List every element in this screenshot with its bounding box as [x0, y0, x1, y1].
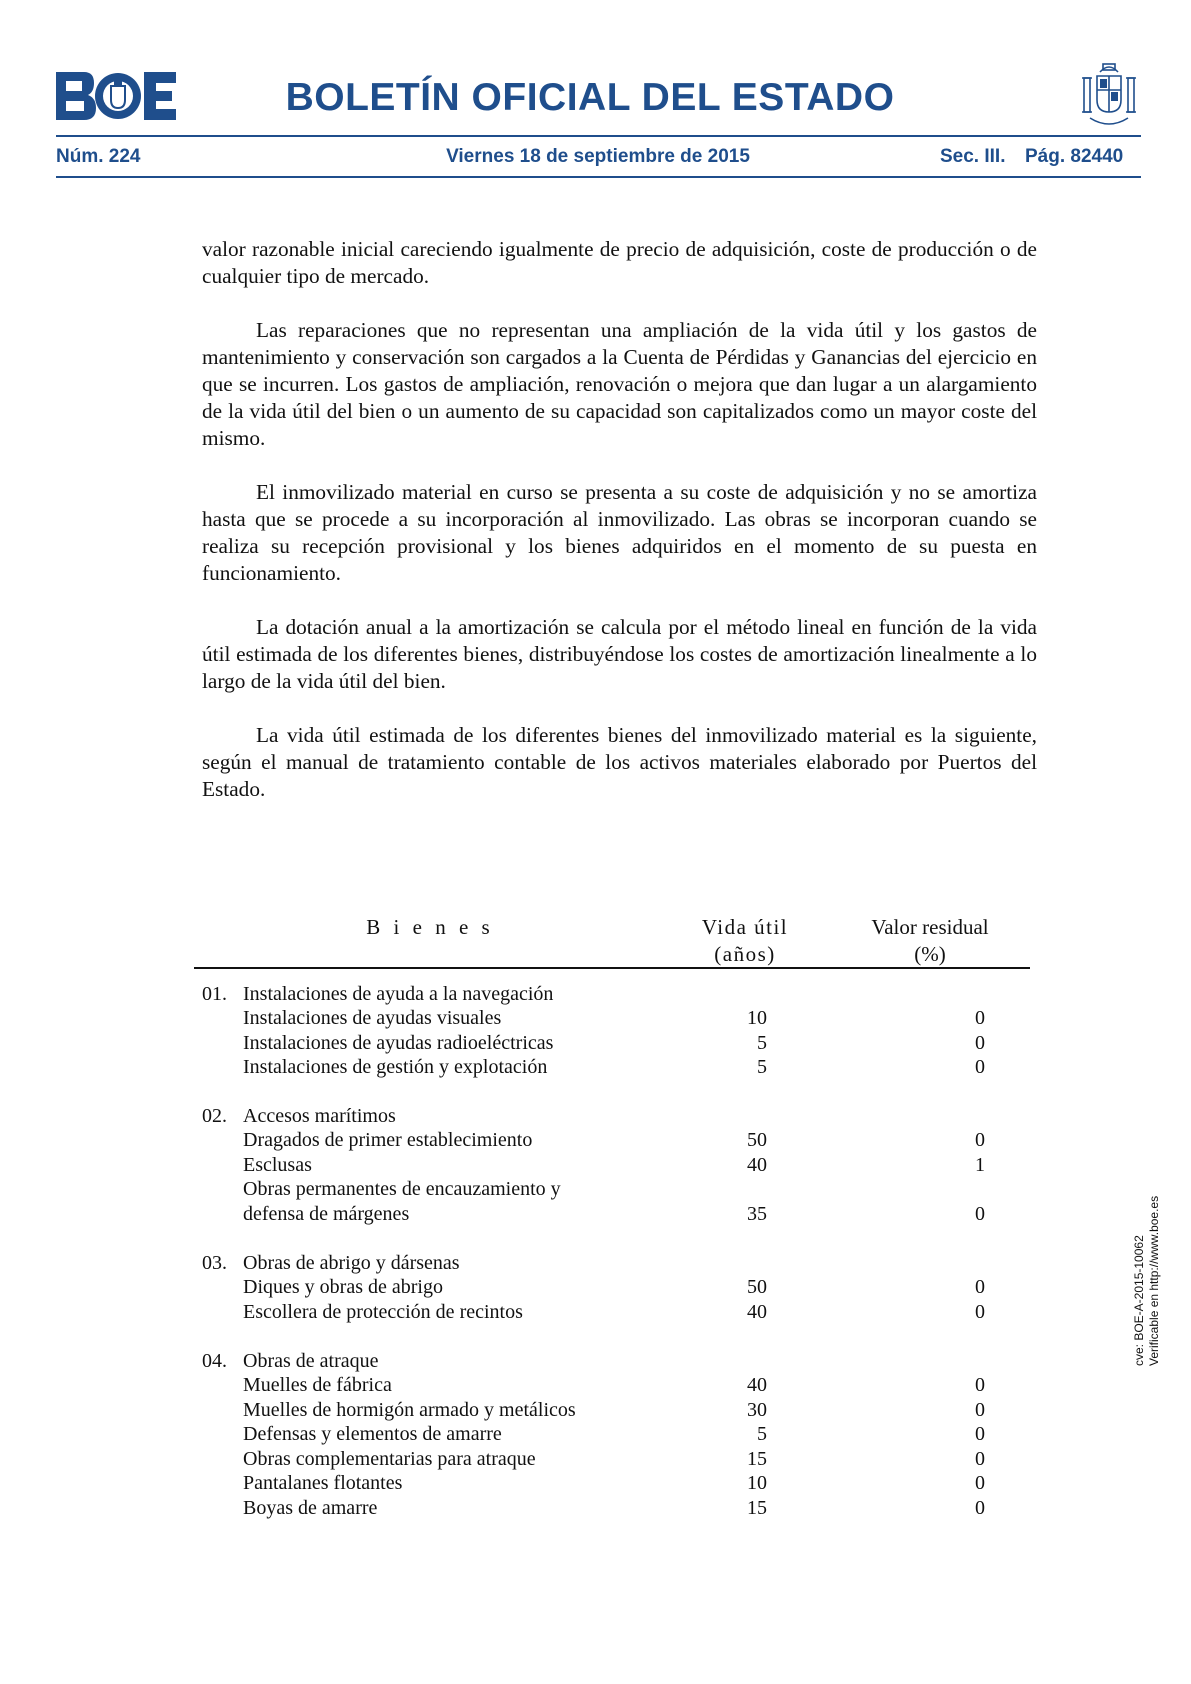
item-name: defensa de márgenes — [243, 1203, 410, 1225]
residual-value: 0 — [975, 1472, 985, 1494]
item-name: Obras de atraque — [243, 1350, 379, 1372]
issue-date: Viernes 18 de septiembre de 2015 — [446, 146, 750, 167]
residual-value: 0 — [975, 1497, 985, 1519]
item-name: Obras permanentes de encauzamiento y — [243, 1178, 561, 1200]
useful-life: 10 — [747, 1007, 767, 1029]
table-row — [0, 1398, 1191, 1423]
header-rule-bottom — [56, 176, 1141, 178]
item-name: Instalaciones de gestión y explotación — [243, 1056, 548, 1078]
item-name: Boyas de amarre — [243, 1497, 378, 1519]
table-row — [0, 1496, 1191, 1521]
item-name: Defensas y elementos de amarre — [243, 1423, 502, 1445]
item-name: Diques y obras de abrigo — [243, 1276, 443, 1298]
residual-value: 0 — [975, 1423, 985, 1445]
group-number: 01. — [202, 983, 227, 1005]
item-name: Escollera de protección de recintos — [243, 1301, 523, 1323]
residual-value: 0 — [975, 1129, 985, 1151]
item-name: Esclusas — [243, 1154, 312, 1176]
paragraph: valor razonable inicial careciendo igualmente de precio de adquisición, coste de producción o de cualquier tipo de mercado. — [202, 237, 1037, 288]
item-name: Muelles de fábrica — [243, 1374, 392, 1396]
useful-life: 15 — [747, 1497, 767, 1519]
useful-life: 40 — [747, 1374, 767, 1396]
residual-value: 0 — [975, 1032, 985, 1054]
table-row — [0, 1031, 1191, 1056]
item-name: Instalaciones de ayudas radioeléctricas — [243, 1032, 554, 1054]
column-header-vida-util: Vida útil (años) — [701, 915, 789, 966]
useful-life: 5 — [757, 1423, 767, 1445]
paragraph: La vida útil estimada de los diferentes bienes del inmovilizado material es la siguiente, según el manual de tratamiento contable de los activos materiales elaborado por Puertos del Estado. — [202, 723, 1037, 801]
useful-life: 50 — [747, 1276, 767, 1298]
residual-value: 0 — [975, 1007, 985, 1029]
useful-life: 30 — [747, 1399, 767, 1421]
item-name: Instalaciones de ayuda a la navegación — [243, 983, 554, 1005]
item-name: Obras complementarias para atraque — [243, 1448, 536, 1470]
useful-life: 40 — [747, 1154, 767, 1176]
useful-life: 10 — [747, 1472, 767, 1494]
item-name: Obras de abrigo y dársenas — [243, 1252, 460, 1274]
useful-life: 5 — [757, 1032, 767, 1054]
paragraph: Las reparaciones que no representan una ampliación de la vida útil y los gastos de mantenimiento y conservación son cargados a la Cuenta de Pérdidas y Ganancias del ejercicio en que se incurren. Los gastos de ampliación, renovación o mejora que dan lugar a un alargamiento de la vida útil del bien o un aumento de su capacidad son capitalizados como un mayor coste del mismo. — [202, 318, 1037, 450]
issue-number: Núm. 224 — [56, 146, 141, 167]
item-name: Pantalanes flotantes — [243, 1472, 403, 1494]
table-row — [0, 1422, 1191, 1447]
useful-life: 40 — [747, 1301, 767, 1323]
paragraph: La dotación anual a la amortización se calcula por el método lineal en función de la vida útil estimada de los diferentes bienes, distribuyéndose los costes de amortización linealmente a lo largo de la vida útil del bien. — [202, 615, 1037, 693]
table-row — [0, 1471, 1191, 1496]
group-number: 03. — [202, 1252, 227, 1274]
residual-value: 0 — [975, 1203, 985, 1225]
useful-life: 50 — [747, 1129, 767, 1151]
residual-value: 0 — [975, 1374, 985, 1396]
item-name: Dragados de primer establecimiento — [243, 1129, 533, 1151]
residual-value: 0 — [975, 1301, 985, 1323]
residual-value: 1 — [975, 1154, 985, 1176]
table-row — [0, 1128, 1191, 1153]
residual-value: 0 — [975, 1276, 985, 1298]
residual-value: 0 — [975, 1056, 985, 1078]
useful-life: 5 — [757, 1056, 767, 1078]
paragraph: El inmovilizado material en curso se presenta a su coste de adquisición y no se amortiza hasta que se procede a su incorporación al inmovilizado. Las obras se incorporan cuando se realiza su recepción provisional y los bienes adquiridos en el momento de su puesta en funcionamiento. — [202, 480, 1037, 585]
table-row — [0, 1104, 1191, 1129]
group-number: 02. — [202, 1105, 227, 1127]
table-row — [0, 1349, 1191, 1374]
table-row — [0, 1153, 1191, 1178]
header-rule-top — [56, 135, 1141, 137]
useful-life: 35 — [747, 1203, 767, 1225]
cve-code: cve: BOE-A-2015-10062 — [1132, 1235, 1146, 1366]
column-header-bienes: B i e n e s — [366, 915, 494, 939]
page-number: Pág. 82440 — [1025, 146, 1124, 167]
table-row — [0, 1177, 1191, 1202]
table-row — [0, 1251, 1191, 1276]
verification-link[interactable]: Verificable en http://www.boe.es — [1147, 1195, 1161, 1366]
side-verification-note — [1132, 1166, 1162, 1366]
residual-value: 0 — [975, 1399, 985, 1421]
table-row — [0, 982, 1191, 1007]
table-row — [0, 1373, 1191, 1398]
body-text — [202, 236, 1037, 830]
table-row — [0, 1275, 1191, 1300]
residual-value: 0 — [975, 1448, 985, 1470]
section-label: Sec. III. — [940, 146, 1006, 167]
table-row — [0, 1300, 1191, 1325]
item-name: Muelles de hormigón armado y metálicos — [243, 1399, 576, 1421]
table-header-rule — [194, 967, 1030, 969]
table-row — [0, 1202, 1191, 1227]
useful-life: 15 — [747, 1448, 767, 1470]
table-row — [0, 1006, 1191, 1031]
group-number: 04. — [202, 1350, 227, 1372]
item-name: Instalaciones de ayudas visuales — [243, 1007, 502, 1029]
table-row — [0, 1447, 1191, 1472]
item-name: Accesos marítimos — [243, 1105, 396, 1127]
table-row — [0, 1055, 1191, 1080]
coat-of-arms-icon — [1078, 60, 1140, 128]
page-title: BOLETÍN OFICIAL DEL ESTADO — [285, 76, 895, 119]
column-header-valor-residual: Valor residual (%) — [871, 915, 989, 966]
boe-logo — [56, 72, 176, 120]
